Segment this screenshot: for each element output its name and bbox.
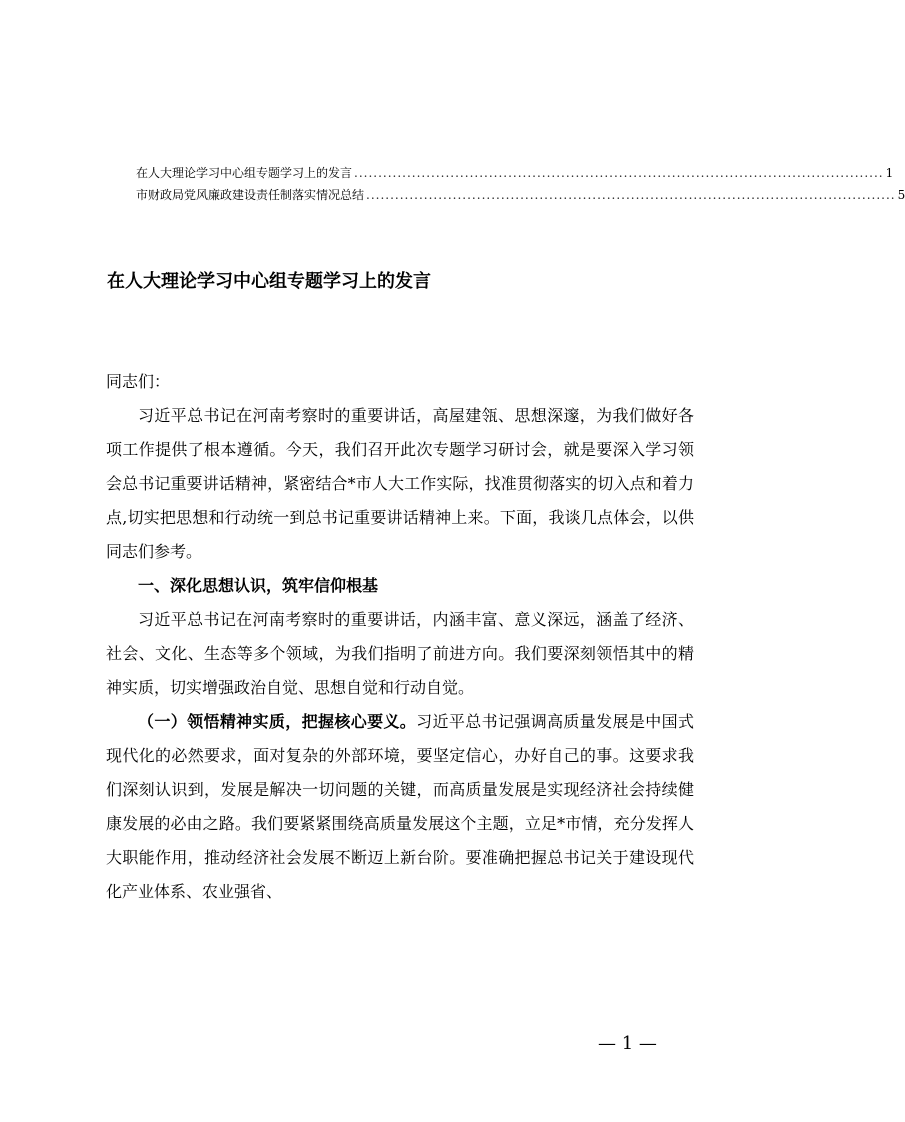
subsection-heading: （一）领悟精神实质，把握核心要义。 (138, 712, 417, 731)
toc-entry[interactable] (136, 162, 894, 184)
paragraph (106, 705, 694, 909)
toc-entry-page: 1 (885, 166, 894, 180)
subsection-text: 习近平总书记强调高质量发展是中国式现代化的必然要求，面对复杂的外部环境，要坚定信心，办好自己的事。这要求我们深刻认识到，发展是解决一切问题的关键，而高质量发展是实现经济社会持续健康发展的必由之路。我们要紧紧围绕高质量发展这个主题，立足*市情，充分发挥人大职能作用，推动经济社会发展不断迈上新台阶。要准确把握总书记关于建设现代化产业体系、农业强省、 (106, 712, 694, 901)
salutation: 同志们： (106, 372, 171, 391)
document-title: 在人大理论学习中心组专题学习上的发言 (107, 271, 431, 292)
toc-entry-title: 在人大理论学习中心组专题学习上的发言 (136, 166, 353, 180)
toc-entry[interactable] (136, 184, 905, 206)
paragraph: 习近平总书记在河南考察时的重要讲话，高屋建瓴、思想深邃，为我们做好各项工作提供了根本遵循。今天，我们召开此次专题学习研讨会，就是要深入学习领会总书记重要讲话精神，紧密结合*市人大工作实际，找准贯彻落实的切入点和着力点,切实把思想和行动统一到总书记重要讲话精神上来。下面，我谈几点体会，以供同志们参考。 (106, 406, 694, 561)
page-number: — 1 — (598, 1033, 657, 1054)
document-body (106, 365, 694, 909)
toc-dot-leader: .............................................................................................................. (366, 188, 896, 202)
paragraph: 习近平总书记在河南考察时的重要讲话，内涵丰富、意义深远，涵盖了经济、社会、文化、生态等多个领域，为我们指明了前进方向。我们要深刻领悟其中的精神实质，切实增强政治自觉、思想自觉和行动自觉。 (106, 610, 694, 697)
toc-dot-leader: .............................................................................................................. (354, 166, 884, 180)
toc-entry-page: 5 (897, 188, 905, 202)
toc-entry-title: 市财政局党风廉政建设责任制落实情况总结 (136, 188, 365, 202)
section-heading: 一、深化思想认识，筑牢信仰根基 (138, 576, 379, 595)
table-of-contents (136, 162, 905, 206)
